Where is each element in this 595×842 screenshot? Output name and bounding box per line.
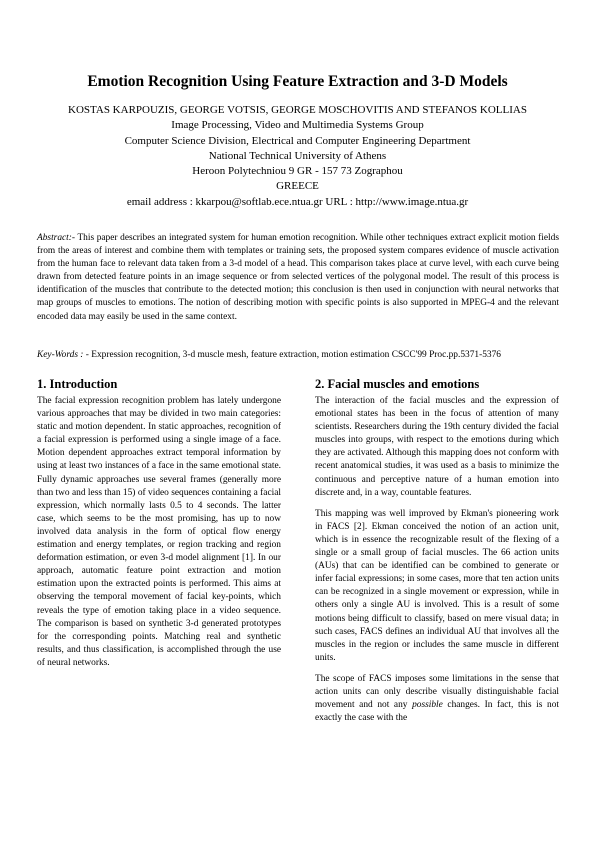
left-column: [37, 377, 281, 678]
section-heading-introduction: 1. Introduction: [37, 377, 118, 391]
abstract-label: Abstract:-: [37, 233, 76, 243]
affiliation-line: Image Processing, Video and Multimedia Systems Group: [171, 119, 424, 132]
abstract-text: This paper describes an integrated system for human emotion recognition. While other techniques extract explicit motion fields from the areas of interest and combine them with templates or training sets, the proposed system compares evidence of muscle activation from the human face to relevant data taken from a 3-d model of a head. This comparison takes place at curve level, with each curve being drawn from detected feature points in an image sequence or from selected vertices of the polygonal model. The result of this process is identification of the muscles that contribute to the detected motion; this conclusion is then used in conjunction with neural networks that map groups of muscles to emotions. The notion of describing motion with specific points is also supported in MPEG-4 and the relevant encoded data may easily be used in the same context.: [37, 233, 559, 322]
affiliation-line: Heroon Polytechniou 9 GR - 157 73 Zographou: [192, 165, 403, 178]
affiliation-line: GREECE: [276, 180, 319, 193]
right-column: [315, 377, 559, 733]
author-names: KOSTAS KARPOUZIS, GEORGE VOTSIS, GEORGE MOSCHOVITIS AND STEFANOS KOLLIAS: [68, 104, 527, 116]
facial-muscles-paragraph-3: [315, 673, 559, 725]
affiliation-line: National Technical University of Athens: [208, 149, 387, 162]
paragraph-3-text-end: changes. In fact, this is not exactly the case with the: [315, 700, 559, 724]
abstract: [37, 232, 559, 324]
emphasis-possible: possible: [412, 700, 443, 711]
facial-muscles-paragraph-2: This mapping was well improved by Ekman's pioneering work in FACS [2]. Ekman conceived the notion of an action unit, which is in essence the recognizable result of the flexing of a single or a small group of facial muscles. The 66 action units (AUs) that can be identified can be combined to generate or infer facial expressions; in some cases, more that ten action units can be recognized in a single movement or expression, while in others only a single AU is involved. This is a result of some motions being difficult to classify, based on mere visual data; in such cases, FACS defines an individual AU that involves all the muscles in the region or includes the same muscle in different units.: [315, 508, 559, 663]
affiliation-line: Computer Science Division, Electrical and Computer Engineering Department: [124, 134, 471, 147]
keywords-text: - Expression recognition, 3-d muscle mesh, feature extraction, motion estimation CSCC'99 Proc.pp.5371-5376: [85, 350, 501, 360]
keywords-label: Key-Words :: [37, 350, 84, 360]
introduction-paragraph: The facial expression recognition problem has lately undergone various approaches that may be divided in two main categories: static and motion dependent. In static approaches, recognition of a facial expression is performed using a single image of a face. Motion dependent approaches extract temporal information by using at least two instances of a face in the same emotional state. Fully dynamic approaches use several frames (generally more than two and less than 15) of video sequences containing a facial expression, which normally lasts 0.5 to 4 seconds. The latter case, which seems to be the most promising, has up to now involved data analysis in the form of optical flow energy estimation and energy templates, or region tracking and region deformation estimation, or even 3-d model alignment [1]. In our approach, automatic feature point extraction and motion estimation upon the extracted points is performed. This aims at observing the temporal movement of facial key-points, which reveals the type of emotion taking place in a video sequence. The comparison is based on synthetic 3-d generated prototypes for the corresponding points. Matching real and synthetic results, and thus classification, is accomplished through the use of neural networks.: [37, 396, 281, 668]
keywords: [37, 349, 577, 362]
facial-muscles-paragraph-1: The interaction of the facial muscles and the expression of emotional states has been in the focus of attention of many scientists. Researchers during the 19th century divided the facial muscles into groups, with respect to the emotions during which they are activated. Although this mapping does not conform with recent anatomical studies, it was used as a basis to minimize the continuous and perceptive nature of a human emotion into discrete and, in a way, countable features.: [315, 396, 559, 498]
contact-line: email address : kkarpou@softlab.ece.ntua.gr URL : http://www.image.ntua.gr: [126, 195, 469, 208]
paper-title: Emotion Recognition Using Feature Extraction and 3-D Models: [87, 73, 508, 90]
section-heading-facial-muscles: 2. Facial muscles and emotions: [315, 377, 480, 391]
author-block: [0, 103, 595, 210]
paragraph-3-text: The scope of FACS imposes some limitations in the sense that action units can only describe visually distinguishable facial movement and not any: [315, 673, 559, 711]
